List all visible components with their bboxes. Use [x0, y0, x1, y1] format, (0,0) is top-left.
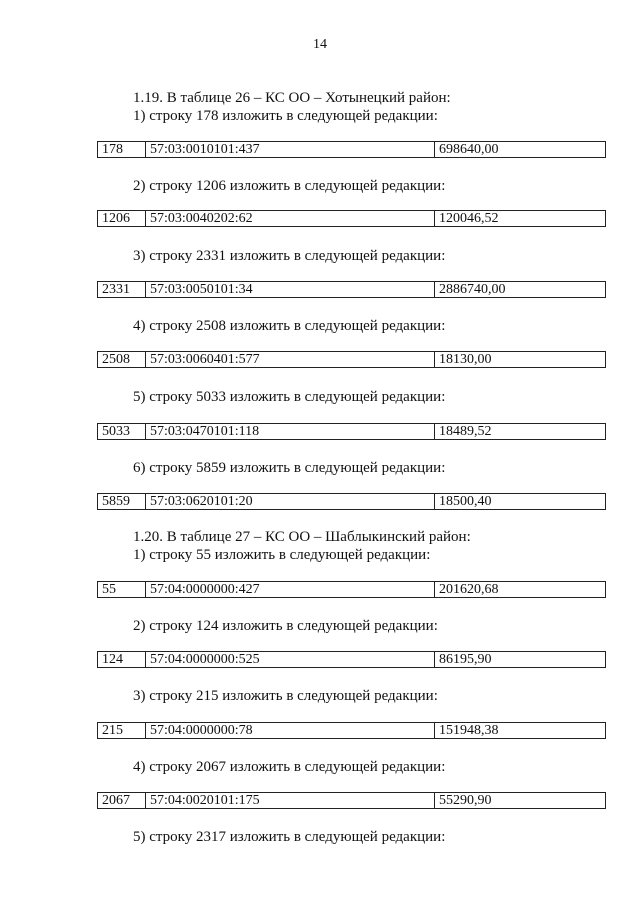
row-number-cell: 55	[98, 582, 146, 597]
row-number-cell: 2508	[98, 352, 146, 367]
value-cell: 151948,38	[439, 723, 499, 738]
cadastral-number-cell: 57:04:0000000:525	[146, 652, 435, 667]
cadastral-number-cell: 57:03:0040202:62	[146, 211, 435, 226]
row-number-cell: 2067	[98, 793, 146, 808]
table-row	[97, 210, 606, 227]
cadastral-number-cell: 57:03:0050101:34	[146, 282, 435, 297]
amendment-instruction: 3) строку 215 изложить в следующей редакции:	[133, 688, 438, 704]
value-cell: 55290,90	[439, 793, 492, 808]
cadastral-number-cell: 57:03:0620101:20	[146, 494, 435, 509]
cadastral-number-cell: 57:03:0470101:118	[146, 424, 435, 439]
section-heading: 1.19. В таблице 26 – КС ОО – Хотынецкий район:	[133, 90, 451, 106]
row-number-cell: 5859	[98, 494, 146, 509]
value-cell: 18489,52	[439, 424, 492, 439]
cadastral-number-cell: 57:04:0020101:175	[146, 793, 435, 808]
table-row	[97, 281, 606, 298]
page-number: 14	[313, 37, 327, 52]
amendment-instruction: 4) строку 2508 изложить в следующей редакции:	[133, 318, 446, 334]
value-cell: 120046,52	[439, 211, 499, 226]
row-number-cell: 2331	[98, 282, 146, 297]
table-row	[97, 722, 606, 739]
amendment-instruction: 2) строку 124 изложить в следующей редакции:	[133, 618, 438, 634]
row-number-cell: 215	[98, 723, 146, 738]
table-row	[97, 351, 606, 368]
amendment-instruction: 1) строку 178 изложить в следующей редакции:	[133, 108, 438, 124]
amendment-instruction: 6) строку 5859 изложить в следующей редакции:	[133, 460, 446, 476]
table-row	[97, 423, 606, 440]
table-row	[97, 581, 606, 598]
row-number-cell: 178	[98, 142, 146, 157]
cadastral-number-cell: 57:04:0000000:427	[146, 582, 435, 597]
table-row	[97, 792, 606, 809]
value-cell: 18500,40	[439, 494, 492, 509]
value-cell: 698640,00	[439, 142, 499, 157]
cadastral-number-cell: 57:03:0010101:437	[146, 142, 435, 157]
cadastral-number-cell: 57:04:0000000:78	[146, 723, 435, 738]
amendment-instruction: 4) строку 2067 изложить в следующей редакции:	[133, 759, 446, 775]
value-cell: 2886740,00	[439, 282, 506, 297]
table-row	[97, 651, 606, 668]
cadastral-number-cell: 57:03:0060401:577	[146, 352, 435, 367]
table-row	[97, 141, 606, 158]
amendment-instruction: 3) строку 2331 изложить в следующей редакции:	[133, 248, 446, 264]
amendment-instruction: 1) строку 55 изложить в следующей редакции:	[133, 547, 431, 563]
value-cell: 201620,68	[439, 582, 499, 597]
row-number-cell: 5033	[98, 424, 146, 439]
row-number-cell: 124	[98, 652, 146, 667]
table-row	[97, 493, 606, 510]
amendment-instruction: 5) строку 2317 изложить в следующей редакции:	[133, 829, 446, 845]
row-number-cell: 1206	[98, 211, 146, 226]
amendment-instruction: 2) строку 1206 изложить в следующей редакции:	[133, 178, 446, 194]
value-cell: 86195,90	[439, 652, 492, 667]
value-cell: 18130,00	[439, 352, 492, 367]
amendment-instruction: 5) строку 5033 изложить в следующей редакции:	[133, 389, 446, 405]
section-heading: 1.20. В таблице 27 – КС ОО – Шаблыкинский район:	[133, 529, 471, 545]
